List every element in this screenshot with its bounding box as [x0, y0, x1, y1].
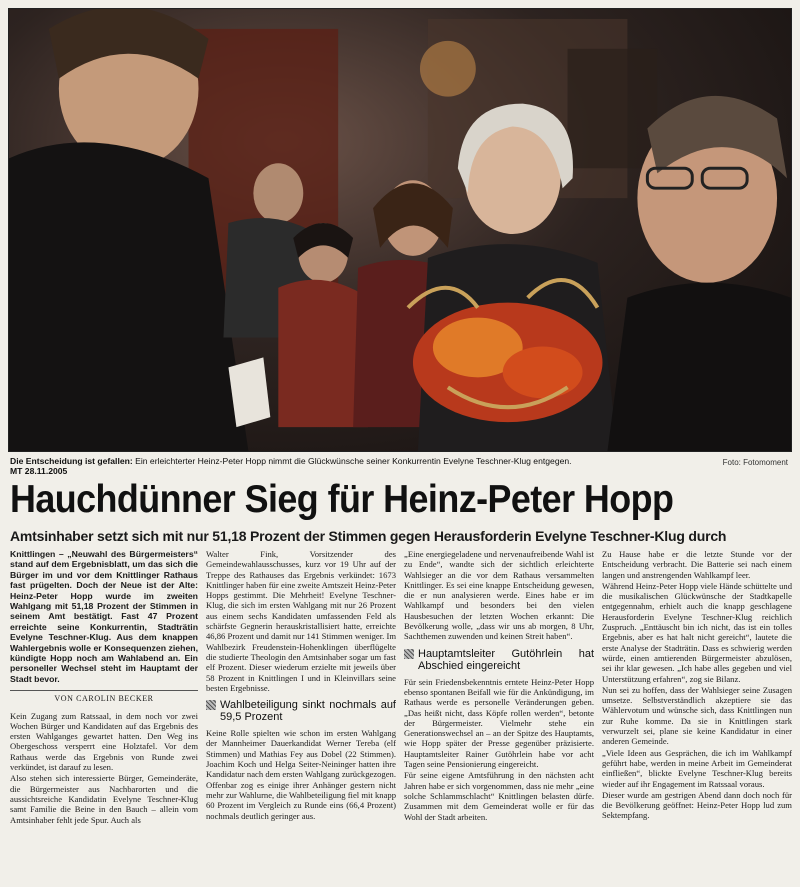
intertitle-marker-icon — [206, 700, 216, 710]
intertitle-text: Wahlbeteiligung sinkt nochmals auf 59,5 Prozent — [220, 699, 396, 724]
body-paragraph: Kein Zugang zum Ratssaal, in dem noch vor zwei Wochen Bürger und Kandidaten auf das Ergebnis des ersten Wahlganges gewartet hatten. Den Weg ins Obergeschoss versperrt eine Holztafel. Vor dem Rathaus werde das Ergebnis von Runde zwei verkündet, ist darauf zu lesen. — [10, 710, 198, 773]
body-paragraph: Für sein Friedensbekenntnis erntete Heinz-Peter Hopp ebenso spontanen Beifall wie für die Ankündigung, im Rathaus werde es personelle Veränderungen geben. „Das heißt nicht, dass Köpfe rollen werden“, betonte der Bürgermeister. Vielmehr stehe ein Generationswechsel an – an der Spitze des Hauptamts, wie Hopp später der Presse gegenüber präzisierte. Hauptamtsleiter Rainer Gutöhrlein habe vor acht Tagen seine Pensionierung eingereicht. — [404, 676, 594, 770]
column-3 — [404, 549, 594, 823]
caption-lead: Die Entscheidung ist gefallen: — [10, 456, 136, 466]
subheadline: Amtsinhaber setzt sich mit nur 51,18 Prozent der Stimmen gegen Herausforderin Evelyne Teschner-Klug durch — [10, 528, 727, 544]
body-paragraph: Dieser wurde am gestrigen Abend dann doch noch für die Bevölkerung geöffnet: Heinz-Peter Hopp lud zum Sektempfang. — [602, 789, 792, 821]
body-paragraph: Zu Hause habe er die letzte Stunde vor der Entscheidung verbracht. Die Batterie sei nach einem langen und anstrengenden Wahlkampf leer. — [602, 549, 792, 580]
intertitle-marker-icon — [404, 649, 414, 659]
body-paragraph: Walter Fink, Vorsitzender des Gemeindewahlausschusses, kurz vor 19 Uhr auf der Treppe des Rathauses das Ergebnis verkündet: 1673 Knittlinger haben für eine zweite Amtszeit Heinz-Peter Hopps gestimmt. Die Mehrheit! Evelyne Teschner-Klug, die sich im ersten Wahlgang mit nur 26 Prozent aus einem sechs Kandidaten umfassenden Feld als schärfste Gegnerin herauskristallisiert hatte, erreichte 46,86 Prozent und damit nur 141 Stimmen weniger. Im Wahlbezirk Freudenstein-Hohenklingen überflügelte die studierte Theologin den Amtsinhaber sogar um fast elf Prozent. Dieser wiederum erzielte mit jeweils über 58 Prozent in Knittlingen I und in Kleinvillars seine besten Ergebnisse. — [206, 549, 396, 693]
body-paragraph: „Eine energiegeladene und nervenaufreibende Wahl ist zu Ende“, wandte sich der sichtlich erleichterte Wahlsieger an die vor dem Rathaus versammelten Knittlinger. Es sei eine knappe Entscheidung gewesen, die er nun analysieren werde. Eines habe er im Wahlkampf und besonders bei den vielen Hausbesuchen der letzten Wochen erkannt: Die Bevölkerung wolle, „dass wir uns ab morgen, 8 Uhr, Sachthemen zuwenden und keinen Streit haben“. — [404, 549, 594, 642]
intertitle-text: Hauptamtsleiter Gutöhrlein hat Abschied eingereicht — [418, 647, 594, 672]
photo-illustration — [9, 9, 791, 451]
photo-credit: Foto: Fotomoment — [722, 458, 788, 467]
body-paragraph: Nun sei zu hoffen, dass der Wahlsieger seine Zusagen umsetze. Selbstverständlich akzeptiere sie das Wählervotum und wünsche sich, dass Knittlingen nun zur Ruhe komme. Da sie in Knittlingen stark verwurzelt sei, plane sie keine Kandidatur in einer anderen Gemeinde. — [602, 684, 792, 747]
body-paragraph: Für seine eigene Amtsführung in den nächsten acht Jahren habe er sich vorgenommen, dass nie mehr „eine solche Schlammschlacht“ Knittlingen belasten dürfe. Zusammen mit dem Gemeinderat wolle er für das Wohl der Stadt arbeiten. — [404, 770, 594, 822]
byline: VON CAROLIN BECKER — [10, 690, 198, 704]
body-paragraph: Also stehen sich interessierte Bürger, Gemeinderäte, die Bürgermeister aus Nachbarorten und die aussichtsreiche Kandidatin Evelyne Teschner-Klug samt Familie die Beine in den Bauch – allein vom Amtsinhaber fehlt jede Spur. Auch als — [10, 773, 198, 825]
column-1 — [10, 549, 198, 826]
photo-caption — [10, 456, 700, 477]
column-4 — [602, 549, 792, 822]
article-photo — [8, 8, 792, 452]
caption-text: Ein erleichterter Heinz-Peter Hopp nimmt die Glückwünsche seiner Konkurrentin Evelyne Teschner-Klug entgegen. — [135, 456, 572, 466]
body-paragraph: Während Heinz-Peter Hopp viele Hände schüttelte und die musikalischen Glückwünsche der Stadtkapelle entgegennahm, erhielt auch die knapp geschlagene Herausforderin Evelyne Teschner-Klug reichlich Zuspruch. „Enttäuscht bin ich nicht, das ist ein tolles Ergebnis, aber es hat halt nicht gereicht“, lautete die erste Analyse der Stadträtin. Dass es schwierig werden würde, einen amtierenden Bürgermeister abzulösen, sei ihr klar gewesen. „Ich habe alles gegeben und viel Unterstützung erfahren“, zog sie Bilanz. — [602, 580, 792, 684]
intertitle — [206, 699, 396, 723]
intertitle — [404, 648, 594, 672]
column-2 — [206, 549, 396, 822]
headline: Hauchdünner Sieg für Heinz-Peter Hopp — [10, 478, 674, 521]
body-paragraph: Keine Rolle spielten wie schon im ersten Wahlgang der Mannheimer Dauerkandidat Werner Tereba (elf Stimmen) und Mathias Fey aus Dobel (22 Stimmen). Joachim Koch und Helga Seiter-Neininger hatten ihre Kandidatur nach dem ersten Wahlgang zurückgezogen. Offenbar zog es einige ihrer Anhänger gestern nicht mehr zur Wahlurne, die Wahlbeteiligung fiel mit knapp 60 Prozent im Vergleich zu Runde eins (66,4 Prozent) nochmals deutlich geringer aus. — [206, 728, 396, 821]
body-paragraph: „Viele Ideen aus Gesprächen, die ich im Wahlkampf geführt habe, werden in meine Arbeit im Gemeinderat einfließen“, blickte Evelyne Teschner-Klug bereits wieder auf ihr Engagement im Ratssaal voraus. — [602, 747, 792, 789]
caption-source: MT 28.11.2005 — [10, 466, 68, 477]
lead-paragraph: Knittlingen – „Neuwahl des Bürgermeisters“ stand auf dem Ergebnisblatt, um das sich die Bürger im und vor dem Knittlinger Rathaus fast prügelten. Doch der Neue ist der Alte: Heinz-Peter Hopp wurde im zweiten Wahlgang mit 51,18 Prozent der Stimmen in seinem Amt bestätigt. Fast 47 Prozent erreichte seine Konkurrentin, Stadträtin Evelyne Teschner-Klug. Aus dem knappen Wahlergebnis wolle er Konsequenzen ziehen, kündigte Hopp noch am Wahlabend an. Ein personeller Wechsel steht im Hauptamt der Stadt bevor. — [10, 549, 198, 684]
